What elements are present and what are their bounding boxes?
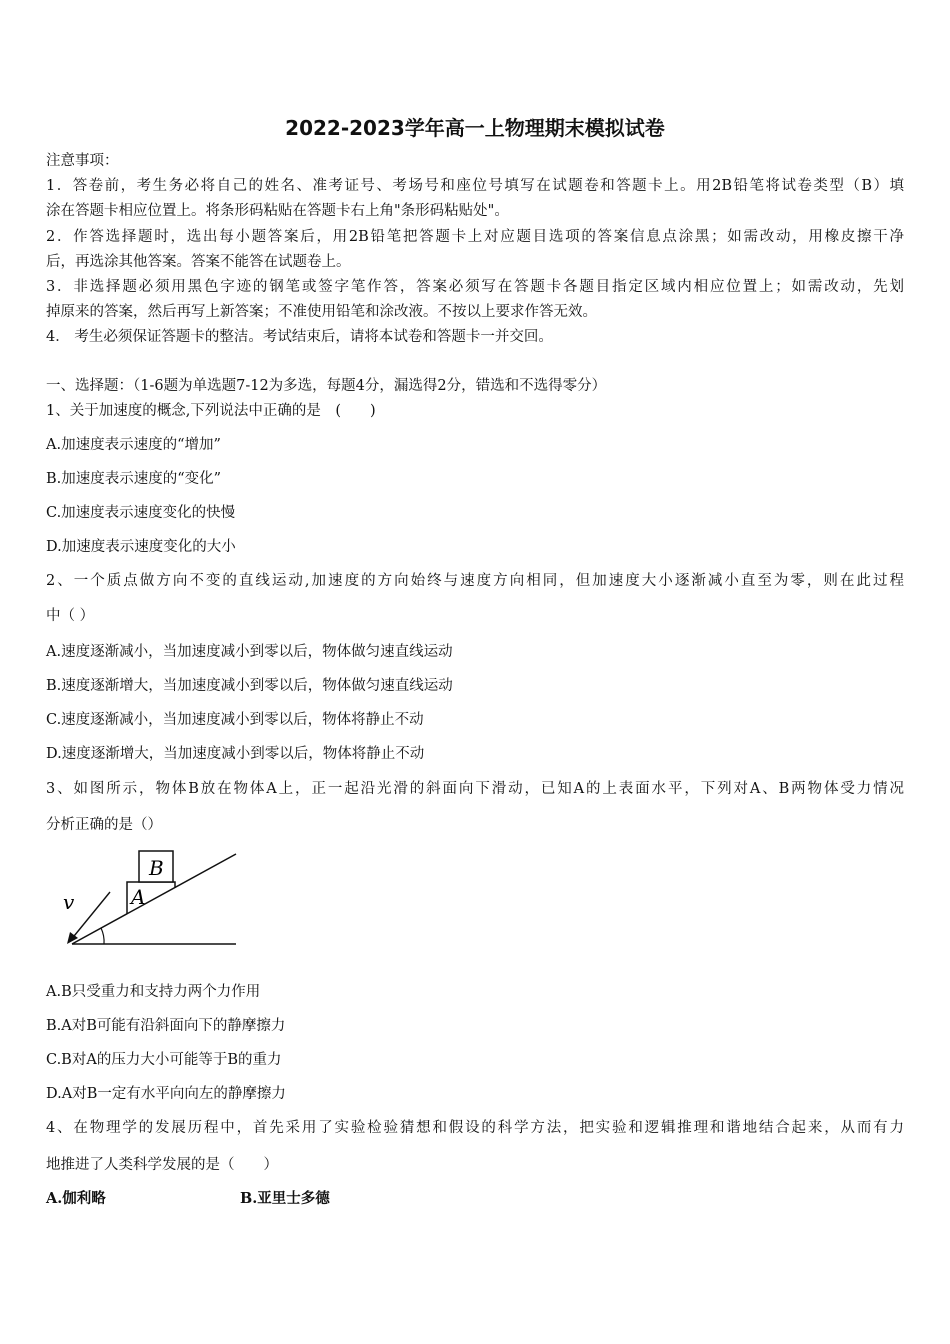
q4-option-b: B.亚里士多德	[240, 1190, 330, 1207]
velocity-label: v	[63, 890, 75, 914]
notice-line-6: 掉原来的答案，然后再写上新答案；不准使用铅笔和涂改液。不按以上要求作答无效。	[46, 304, 597, 320]
q2-option-b: B.速度逐渐增大，当加速度减小到零以后，物体做匀速直线运动	[46, 678, 453, 694]
q1-stem: 1、关于加速度的概念,下列说法中正确的是 ( )	[46, 403, 376, 419]
q2-option-a: A.速度逐渐减小，当加速度减小到零以后，物体做匀速直线运动	[46, 644, 453, 660]
q4-stem-line-2: 地推进了人类科学发展的是（ ）	[46, 1157, 278, 1173]
notice-line-3: 2．作答选择题时，选出每小题答案后，用2B铅笔把答题卡上对应题目选项的答案信息点涂黑；如需改动，用橡皮擦干净	[46, 229, 904, 245]
incline-figure	[40, 846, 250, 950]
q2-stem-line-1: 2、一个质点做方向不变的直线运动,加速度的方向始终与速度方向相同，但加速度大小逐渐减小直至为零，则在此过程	[46, 573, 904, 589]
notice-line-1: 1．答卷前，考生务必将自己的姓名、准考证号、考场号和座位号填写在试题卷和答题卡上。用2B铅笔将试卷类型（B）填	[46, 178, 904, 194]
q1-option-c: C.加速度表示速度变化的快慢	[46, 505, 236, 521]
angle-arc	[101, 928, 104, 944]
q2-option-d: D.速度逐渐增大，当加速度减小到零以后，物体将静止不动	[46, 746, 425, 762]
q3-stem-line-1: 3、如图所示，物体B放在物体A上，正一起沿光滑的斜面向下滑动，已知A的上表面水平，下列对A、B两物体受力情况	[46, 781, 904, 797]
notice-line-4: 后，再选涂其他答案。答案不能答在试题卷上。	[46, 254, 351, 270]
q3-stem-line-2: 分析正确的是（）	[46, 817, 162, 833]
section-heading: 一、选择题：（1-6题为单选题7-12为多选，每题4分，漏选得2分，错选和不选得零分）	[46, 378, 607, 394]
q2-option-c: C.速度逐渐减小，当加速度减小到零以后，物体将静止不动	[46, 712, 424, 728]
notice-line-7: 4． 考生必须保证答题卡的整洁。考试结束后，请将本试卷和答题卡一并交回。	[46, 329, 553, 345]
q4-option-a: A.伽利略	[46, 1190, 106, 1207]
q1-option-b: B.加速度表示速度的“变化”	[46, 471, 222, 487]
page-title: 2022-2023学年高一上物理期末模拟试卷	[285, 116, 665, 140]
block-a-label: A	[131, 885, 146, 909]
q2-stem-line-2: 中（ ）	[46, 608, 95, 624]
block-b-label: B	[149, 856, 164, 880]
q4-stem-line-1: 4、在物理学的发展历程中，首先采用了实验检验猜想和假设的科学方法，把实验和逻辑推理和谐地结合起来，从而有力	[46, 1120, 904, 1136]
notice-heading: 注意事项：	[46, 153, 119, 169]
q1-option-a: A.加速度表示速度的“增加”	[46, 437, 221, 453]
q3-option-b: B.A对B可能有沿斜面向下的静摩擦力	[46, 1018, 286, 1034]
notice-line-5: 3．非选择题必须用黑色字迹的钢笔或签字笔作答，答案必须写在答题卡各题目指定区域内相应位置上；如需改动，先划	[46, 279, 904, 295]
q3-option-c: C.B对A的压力大小可能等于B的重力	[46, 1052, 282, 1068]
notice-line-2: 涂在答题卡相应位置上。将条形码粘贴在答题卡右上角"条形码粘贴处"。	[46, 203, 509, 219]
q1-option-d: D.加速度表示速度变化的大小	[46, 539, 236, 555]
q3-option-a: A.B只受重力和支持力两个力作用	[46, 984, 261, 1000]
q3-option-d: D.A对B一定有水平向向左的静摩擦力	[46, 1086, 286, 1102]
